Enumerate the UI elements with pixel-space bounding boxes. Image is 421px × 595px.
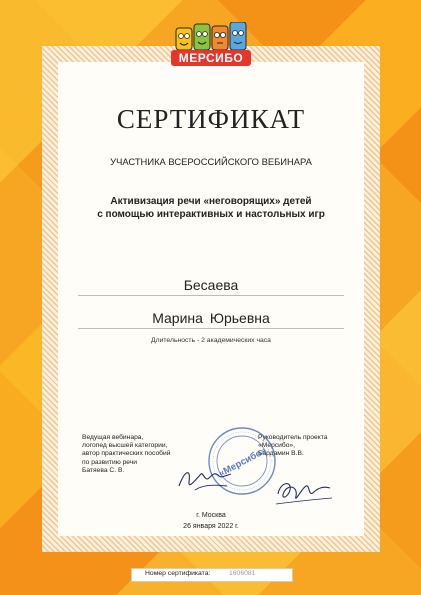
left-signature-icon — [175, 460, 235, 498]
mersibo-logo — [171, 20, 251, 68]
participant-surname: Бесаева — [78, 277, 344, 296]
left-signatory-line: по развитию речи — [82, 458, 138, 466]
left-signatory-line: логопед высшей категории, — [82, 442, 168, 450]
left-signatory-line: Ведущая вебинара, — [82, 434, 144, 441]
certificate-subtitle: УЧАСТНИКА ВСЕРОССИЙСКОГО ВЕБИНАРА — [110, 156, 312, 167]
right-signature-icon — [272, 474, 336, 512]
webinar-topic-line-1: Активизация речи «неговорящих» детей — [110, 196, 312, 207]
issue-date: 26 января 2022 г. — [183, 523, 239, 530]
certificate-number-label: Номер сертификата: — [145, 570, 211, 577]
right-signatory-line: Бардамин В.В. — [258, 450, 304, 458]
webinar-topic-line-2: с помощью интерактивных и настольных игр — [97, 209, 325, 220]
certificate-number-value: 1606081 — [229, 570, 256, 577]
participant-first-names: Марина Юрьевна — [78, 310, 344, 329]
issue-place-date — [58, 510, 364, 532]
right-signatory-line: «Мерсибо», — [258, 442, 296, 450]
logo-wordmark: МЕРСИБО — [171, 50, 251, 66]
right-signatory-line: Руководитель проекта — [258, 434, 328, 441]
left-signatory-line: Батяева С. В. — [82, 466, 125, 474]
stamp-text: «Мерсибо» — [216, 445, 269, 480]
webinar-duration: Длительность - 2 академических часа — [151, 337, 271, 344]
issue-city: г. Москва — [196, 512, 226, 519]
left-signatory-line: автор практических пособий — [82, 450, 171, 458]
webinar-topic — [58, 195, 364, 221]
certificate-title: СЕРТИФИКАТ — [116, 104, 306, 134]
